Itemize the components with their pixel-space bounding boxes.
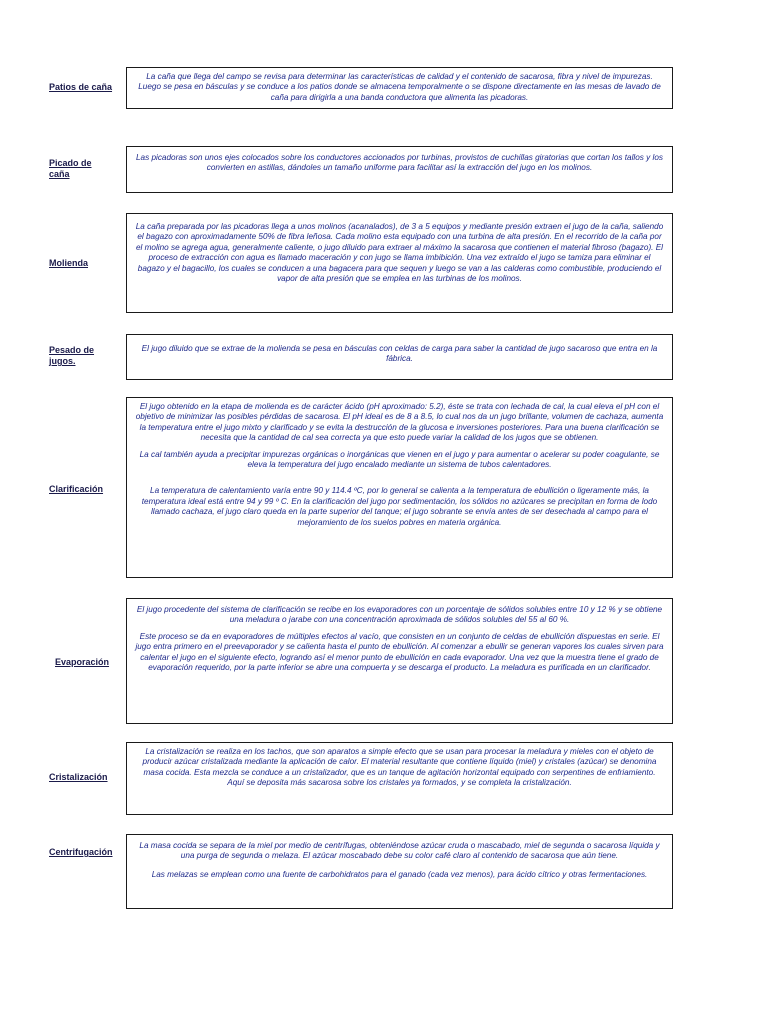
- step-box-cristalizacion: [126, 742, 673, 815]
- step-box-evaporacion: [126, 598, 673, 724]
- step-label-patios: Patios de caña: [49, 82, 113, 92]
- step-label-clarificacion: Clarificación: [49, 484, 104, 494]
- step-label-centrifugacion: Centrifugación: [49, 847, 113, 857]
- step-box-patios: [126, 67, 673, 109]
- step-text: La masa cocida se separa de la miel por medio de centrífugas, obteniéndose azúcar cruda o mascabado, miel de segunda o sacarosa líquida y una purga de segunda o melaza. El azúcar moscabado debe su color café claro al contenido de sacarosa que aún tiene.: [139, 841, 660, 861]
- step-box-pesado: [126, 334, 673, 380]
- step-box-clarificacion: [126, 397, 673, 578]
- step-label-evaporacion: Evaporación: [55, 657, 110, 667]
- step-box-picado: [126, 146, 673, 193]
- step-text: La caña que llega del campo se revisa para determinar las características de calidad y el contenido de sacarosa, fibra y nivel de impurezas. Luego se pesa en básculas y se conduce a los patios donde se almacena temporalmente o se dispone directamente en las mesas de lavado de caña para dirigirla a una banda conductora que alimenta las picadoras.: [138, 72, 661, 102]
- step-label-picado: Picado de caña: [49, 158, 92, 179]
- step-box-centrifugacion: [126, 834, 673, 909]
- step-text: Este proceso se da en evaporadores de múltiples efectos al vacío, que consisten en un conjunto de celdas de ebullición dispuestas en serie. El jugo entra primero en el preevaporador y se calienta hasta el punto de ebullición. Al comenzar a ebullir se generan vapores los cuales sirven para calentar el jugo en el siguiente efecto, logrando así el menor punto de ebullición en cada evaporador. Una vez que la muestra tiene el grado de evaporación requerido, por la parte inferior se abre una compuerta y se descarga el producto. La meladura es purificada en un clarificador.: [135, 631, 664, 673]
- step-label-pesado: Pesado de jugos.: [49, 345, 95, 366]
- step-label-molienda: Molienda: [49, 258, 89, 268]
- step-text: El jugo obtenido en la etapa de molienda es de carácter ácido (pH aproximado: 5.2), éste se trata con lechada de cal, la cual eleva el pH con el objetivo de minimizar las posibles pérdidas de sacarosa. El pH ideal es de 8 a 8.5, lo cual nos da un jugo brillante, volumen de cachaza, aumenta la temperatura entre el jugo mixto y clarificado y se evita la destrucción de la glucosa e inversiones posteriores. Para una buena clarificación se necesita que la cantidad de cal sea correcta ya que esto puede variar la calidad de los jugos que se obtienen.: [135, 402, 664, 443]
- step-text: La caña preparada por las picadoras llega a unos molinos (acanalados), de 3 a 5 equipos y mediante presión extraen el jugo de la caña, saliendo el bagazo con aproximadamente 50% de fibra leñosa. Cada molino esta equipado con una turbina de alta presión. En el recorrido de la caña por el molino se agrega agua, generalmente caliente, o jugo diluido para extraer al máximo la sacarosa que contienen el material fibroso (bagazo). El proceso de extracción con agua es llamado maceración y con jugo se llama imbibición. Una vez extraído el jugo se tamiza para eliminar el bagazo y el bagacillo, los cuales se conducen a una bagacera para que sequen y luego se van a las calderas como combustible, produciendo el vapor de alta presión que se emplea en las turbinas de los molinos.: [135, 222, 664, 284]
- step-text: El jugo diluido que se extrae de la molienda se pesa en básculas con celdas de carga para saber la cantidad de jugo sacaroso que entra en la fábrica.: [141, 344, 658, 364]
- step-box-molienda: [126, 213, 673, 313]
- step-text: Las melazas se emplean como una fuente de carbohidratos para el ganado (cada vez menos), para ácido cítrico y otras fermentaciones.: [151, 869, 648, 879]
- step-text: Las picadoras son unos ejes colocados sobre los conductores accionados por turbinas, provistos de cuchillas giratorias que cortan los tallos y los convierten en astillas, dándoles un tamaño uniforme para facilitar así la extracción del jugo en los molinos.: [135, 153, 664, 173]
- step-text: El jugo procedente del sistema de clarificación se recibe en los evaporadores con un porcentaje de sólidos solubles entre 10 y 12 % y se obtiene una meladura o jarabe con una concentración aproximada de sólidos solubles del 55 al 60 %.: [136, 605, 663, 625]
- step-text: La cal también ayuda a precipitar impurezas orgánicas o inorgánicas que vienen en el jugo y para aumentar o acelerar su poder coagulante, se eleva la temperatura del jugo encalado mediante un sistema de tubos calentadores.: [139, 449, 660, 470]
- step-text: La temperatura de calentamiento varía entre 90 y 114.4 ºC, por lo general se calienta a la temperatura de ebullición o ligeramente más, la temperatura ideal está entre 94 y 99 º C. En la clarificación del jugo por sedimentación, los sólidos no azúcares se precipitan en forma de lodo llamado cachaza, el jugo claro queda en la parte superior del tanque; el jugo sobrante se envía antes de ser desechada al campo para el mejoramiento de los suelos pobres en materia orgánica.: [141, 486, 658, 527]
- step-text: La cristalización se realiza en los tachos, que son aparatos a simple efecto que se usan para procesar la meladura y mieles con el objeto de producir azúcar cristalizada mediante la aplicación de calor. El material resultante que contiene líquido (miel) y cristales (azúcar) se denomina masa cocida. Esta mezcla se conduce a un cristalizador, que es un tanque de agitación horizontal equipado con serpentines de enfriamiento. Aquí se deposita más sacarosa sobre los cristales ya formados, y se completa la cristalización.: [142, 747, 657, 788]
- step-label-cristalizacion: Cristalización: [49, 772, 108, 782]
